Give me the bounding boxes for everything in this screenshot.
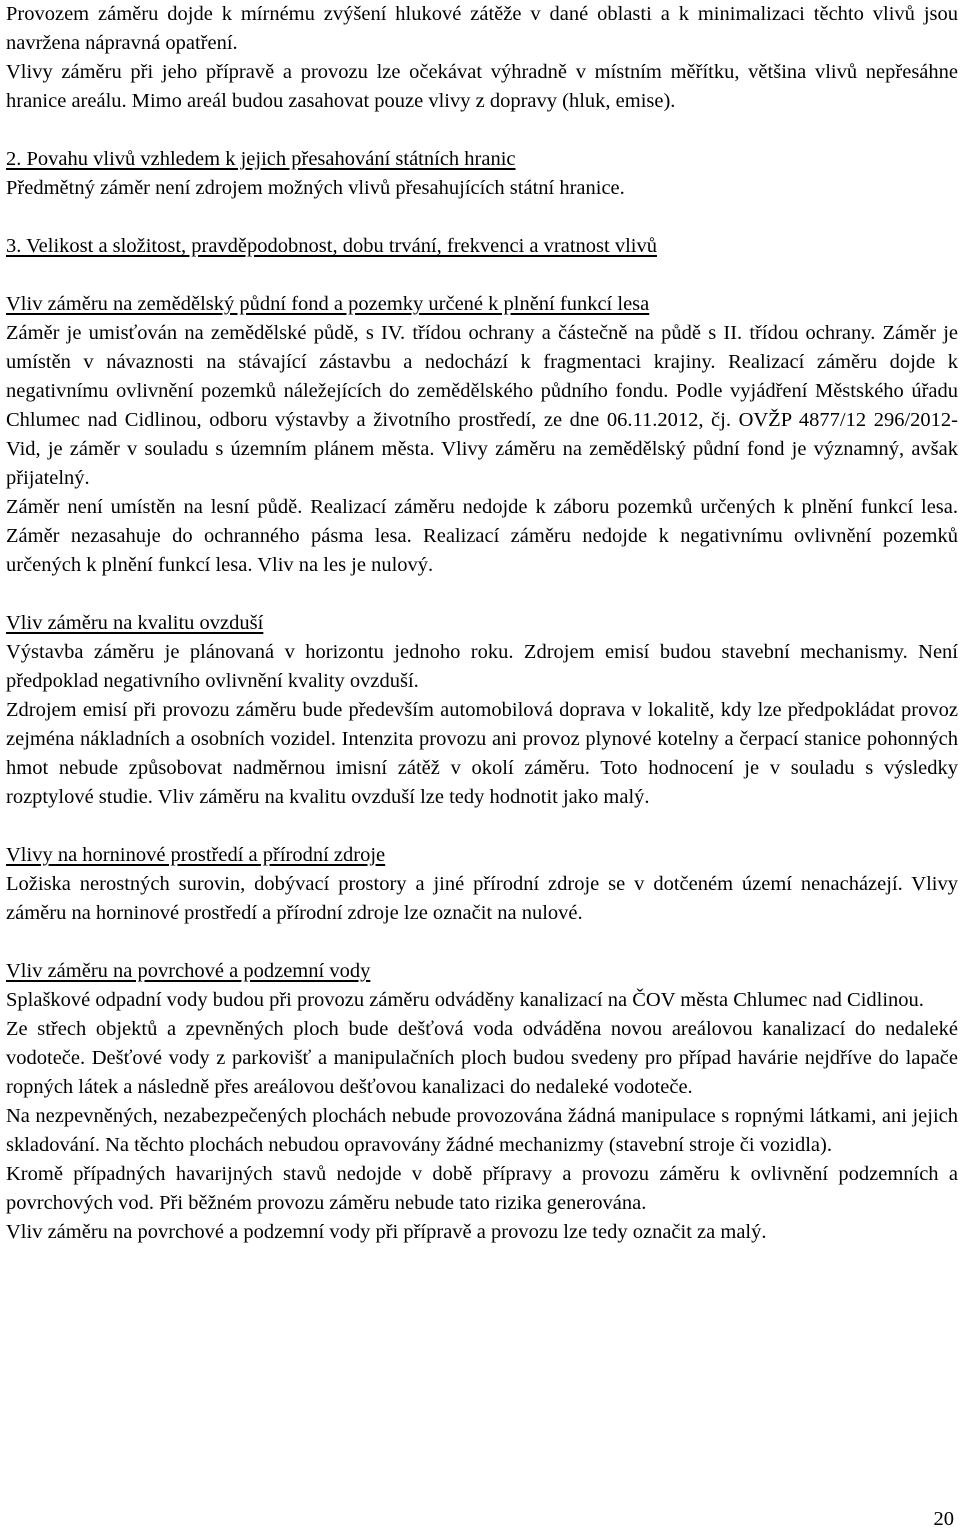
air-paragraph-operation: Zdrojem emisí při provozu záměru bude především automobilová doprava v lokalitě, kdy lze předpokládat provoz zejména nákladních a osobních vozidel. Intenzita provozu ani provoz plynové kotelny a čerpací stanice pohonných hmot nebude způsobovat nadměrnou imisní zátěž v okolí záměru. Toto hodnocení je v souladu s výsledky rozptylové studie. Vliv záměru na kvalitu ovzduší lze tedy hodnotit jako malý. bbox=[6, 699, 958, 808]
spacer bbox=[6, 116, 958, 145]
zpf-paragraph-forest: Záměr není umístěn na lesní půdě. Realizací záměru nedojde k záboru pozemků určených k plnění funkcí lesa. Záměr nezasahuje do ochranného pásma lesa. Realizací záměru nedojde k negativnímu ovlivnění pozemků určených k plnění funkcí lesa. Vliv na les je nulový. bbox=[6, 496, 958, 576]
spacer bbox=[6, 203, 958, 232]
zpf-paragraph-agricultural: Záměr je umisťován na zemědělské půdě, s IV. třídou ochrany a částečně na půdě s II. třídou ochrany. Záměr je umístěn v návaznosti na stávající zástavbu a nedochází k fragmentaci krajiny. Realizací záměru dojde k negativnímu ovlivnění pozemků náležejících do zemědělského půdního fondu. Podle vyjádření Městského úřadu Chlumec nad Cidlinou, odboru výstavby a životního prostředí, ze dne 06.11.2012, čj. OVŽP 4877/12 296/2012-Vid, je záměr v souladu s územním plánem města. Vlivy záměru na zemědělský půdní fond je významný, avšak přijatelný. bbox=[6, 322, 958, 489]
intro-paragraph-noise: Provozem záměru dojde k mírnému zvýšení hlukové zátěže v dané oblasti a k minimalizaci těchto vlivů jsou navržena nápravná opatření. bbox=[6, 3, 958, 54]
air-heading: Vliv záměru na kvalitu ovzduší bbox=[6, 612, 264, 634]
page-number: 20 bbox=[933, 1508, 954, 1530]
section-2-text: Předmětný záměr není zdrojem možných vlivů přesahujících státní hranice. bbox=[6, 177, 625, 199]
water-heading: Vliv záměru na povrchové a podzemní vody bbox=[6, 960, 371, 982]
water-paragraph-accidents: Kromě případných havarijných stavů nedojde v době přípravy a provozu záměru k ovlivnění podzemních a povrchových vod. Při běžném provozu záměru nebude tato rizika generována. bbox=[6, 1163, 958, 1214]
spacer bbox=[6, 928, 958, 957]
intro-paragraph-scale: Vlivy záměru při jeho přípravě a provozu lze očekávat výhradně v místním měřítku, většina vlivů nepřesáhne hranice areálu. Mimo areál budou zasahovat pouze vlivy z dopravy (hluk, emise). bbox=[6, 61, 958, 112]
water-paragraph-unpaved: Na nezpevněných, nezabezpečených plochách nebude provozována žádná manipulace s ropnými látkami, ani jejich skladování. Na těchto plochách nebudou opravovány žádné mechanizmy (stavební stroje či vozidla). bbox=[6, 1105, 958, 1156]
spacer bbox=[6, 812, 958, 841]
water-paragraph-sewage: Splaškové odpadní vody budou při provozu záměru odváděny kanalizací na ČOV města Chlumec nad Cidlinou. bbox=[6, 989, 924, 1011]
rock-heading: Vlivy na horninové prostředí a přírodní zdroje bbox=[6, 844, 386, 866]
water-paragraph-rainwater: Ze střech objektů a zpevněných ploch bude dešťová voda odváděna novou areálovou kanalizací do nedaleké vodoteče. Dešťové vody z parkovišť a manipulačních ploch budou svedeny pro případ havárie nejdříve do lapače ropných látek a následně přes areálovou dešťovou kanalizaci do nedaleké vodoteče. bbox=[6, 1018, 958, 1098]
rock-paragraph: Ložiska nerostných surovin, dobývací prostory a jiné přírodní zdroje se v dotčeném území nenacházejí. Vlivy záměru na horninové prostředí a přírodní zdroje lze označit na nulové. bbox=[6, 873, 958, 924]
spacer bbox=[6, 261, 958, 290]
water-paragraph-conclusion: Vliv záměru na povrchové a podzemní vody při přípravě a provozu lze tedy označit za malý. bbox=[6, 1221, 767, 1243]
section-3-heading: 3. Velikost a složitost, pravděpodobnost, dobu trvání, frekvenci a vratnost vlivů bbox=[6, 235, 657, 257]
air-paragraph-construction: Výstavba záměru je plánovaná v horizontu jednoho roku. Zdrojem emisí budou stavební mechanismy. Není předpoklad negativního ovlivnění kvality ovzduší. bbox=[6, 641, 958, 692]
document-page bbox=[6, 0, 958, 1247]
section-2-heading: 2. Povahu vlivů vzhledem k jejich přesahování státních hranic bbox=[6, 148, 516, 170]
zpf-heading: Vliv záměru na zemědělský půdní fond a pozemky určené k plnění funkcí lesa bbox=[6, 293, 650, 315]
spacer bbox=[6, 580, 958, 609]
